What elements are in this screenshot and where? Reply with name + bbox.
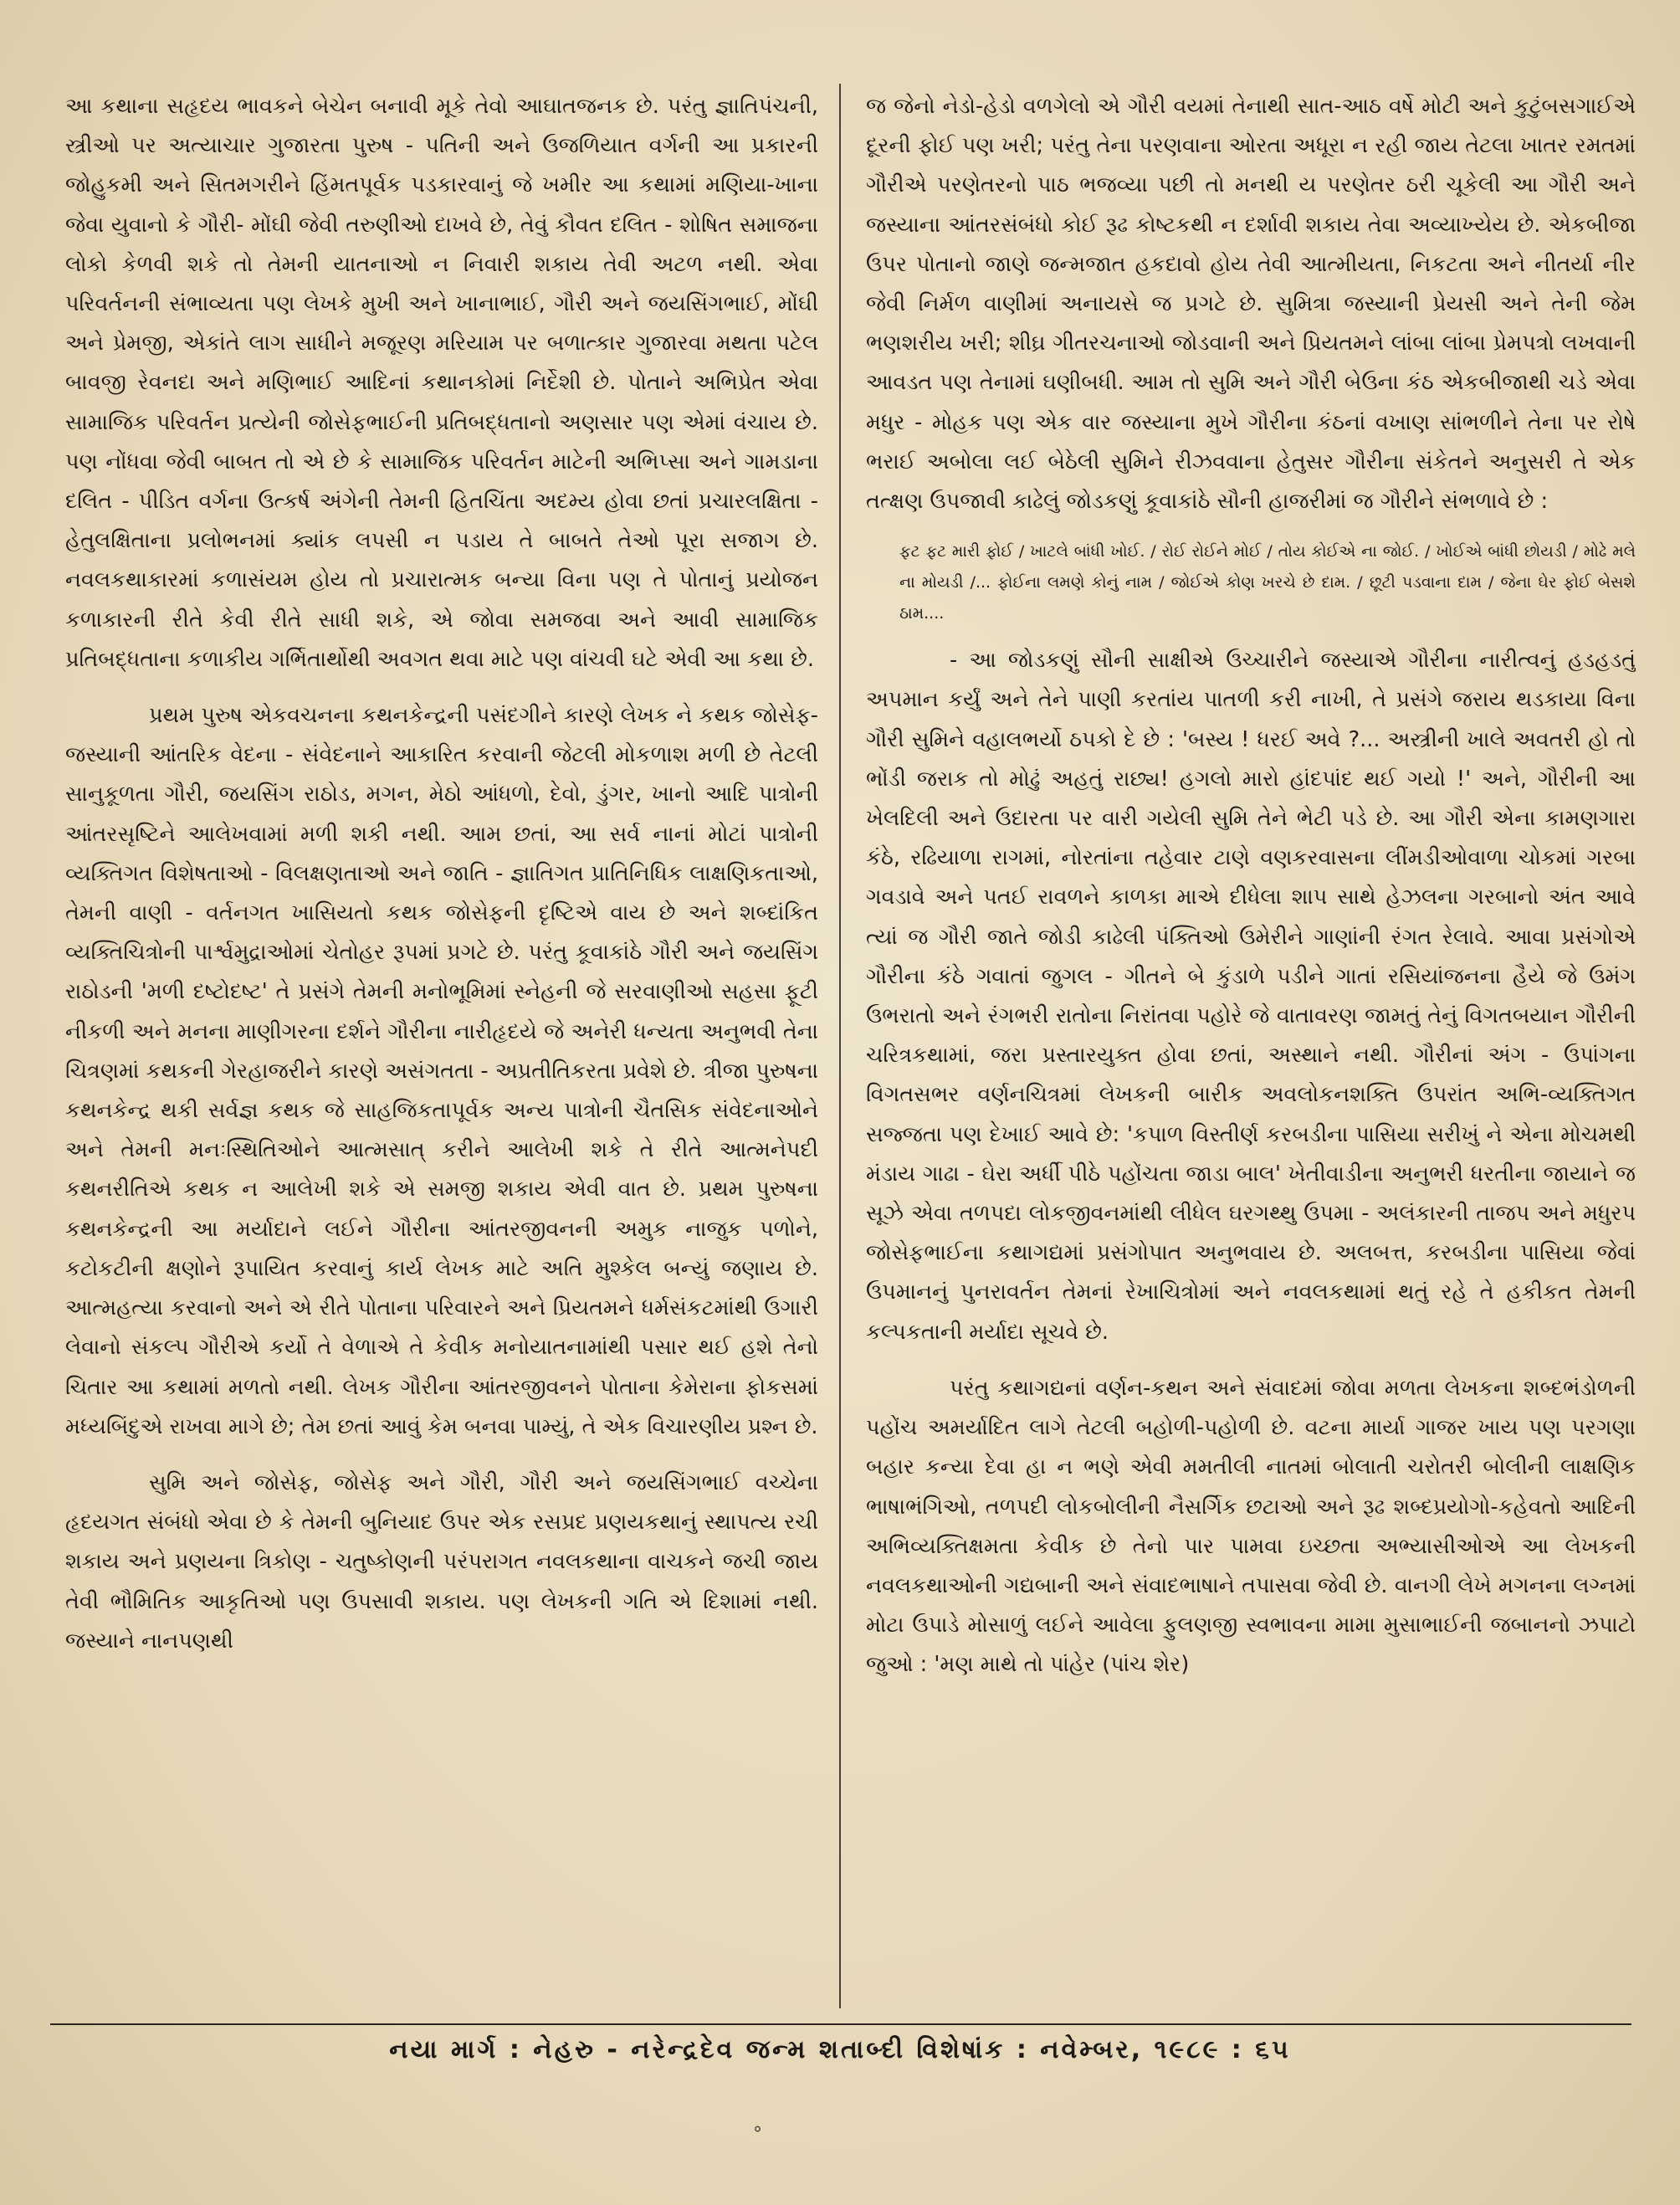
- right-paragraph-2: - આ જોડકણું સૌની સાક્ષીએ ઉચ્ચારીને જસ્યાએ ગૌરીના નારીત્વનું હડહડતું અપમાન કર્યું અને તેને પાણી કરતાંય પાતળી કરી નાખી, તે પ્રસંગે જરાય થડકાયા વિના ગૌરી સુમિને વહાલભર્યો ઠપકો દે છે : 'બસ્ય ! ધરઈ અવે ?... અસ્ત્રીની ખાલે અવતરી હો તો ભોંડી જરાક તો મોઢું અહતું રાછ્ય! હગલો મારો હાંદપાંદ થઈ ગયો !' અને, ગૌરીની આ ખેલદિલી અને ઉદારતા પર વારી ગયેલી સુમિ તેને ભેટી પડે છે. આ ગૌરી એના કામણગારા કંઠે, રઢિયાળા રાગમાં, નોરતાંના તહેવાર ટાણે વણકરવાસના લીંમડીઓવાળા ચોકમાં ગરબા ગવડાવે અને પતઈ રાવળને કાળકા માએ દીધેલા શાપ સાથે હેઝલના ગરબાનો અંત આવે ત્યાં જ ગૌરી જાતે જોડી કાઢેલી પંક્તિઓ ઉમેરીને ગાણાંની રંગત રેલાવે. આવા પ્રસંગોએ ગૌરીના કંઠે ગવાતાં જુગલ - ગીતને બે કુંડાળે પડીને ગાતાં રસિયાંજનના હૈયે જે ઉમંગ ઉભરાતો અને રંગભરી રાતોના નિરાંતવા પહોરે જે વાતાવરણ જામતું તેનું વિગતબયાન ગૌરીની ચરિત્રકથામાં, જરા પ્રસ્તારયુક્ત હોવા છતાં, અસ્થાને નથી. ગૌરીનાં અંગ - ઉપાંગના વિગતસભર વર્ણનચિત્રમાં લેખકની બારીક અવલોકનશક્તિ ઉપરાંત અભિ-વ્યક્તિગત સજ્જતા પણ દેખાઈ આવે છે: 'કપાળ વિસ્તીર્ણ કરબડીના પાસિયા સરીખું ને એના મોચમથી મંડાય ગાઢા - ઘેરા અર્ધી પીઠે પહોંચતા જાડા બાલ' ખેતીવાડીના અનુભરી ધરતીના જાયાને જ સૂઝે એવા તળપદા લોકજીવનમાંથી લીધેલ ઘરગથ્થુ ઉપમા - અલંકારની તાજપ અને મધુરપ જોસેફભાઈના કથાગદ્યમાં પ્રસંગોપાત અનુભવાય છે. અલબત્ત, કરબડીના પાસિયા જેવાં ઉપમાનનું પુનરાવર્તન તેમનાં રેખાચિત્રોમાં અને નવલકથામાં થતું રહે તે હકીકત તેમની કલ્પકતાની મર્યાદા સૂચવે છે.: [866, 648, 1636, 1345]
- folk-rhyme-quote: ફટ ફટ મારી ફોઈ / ખાટલે બાંધી ખોઈ. / રોઈ રોઈને મોઈ / તોય કોઈએ ના જોઈ. / ખોઈએ બાંધી છોયડી / મોઢે મલે ના મોયડી /... ફોઈના લમણે કોનું નામ / જોઈએ કોણ ખરચે છે દામ. / છૂટી પડવાના દામ / જેના ઘેર ફોઈ બેસશે ઠામ....: [899, 542, 1636, 623]
- page-footer: નયા માર્ગ : નેહરુ - નરેન્દ્રદેવ જન્મ શતાબ્દી વિશેષાંક : નવેમ્બર, ૧૯૮૯ : ૬૫: [389, 2035, 1291, 2064]
- right-column: [866, 87, 1636, 2037]
- column-divider: [839, 84, 841, 2008]
- footer-rule: [50, 2023, 1631, 2025]
- left-column: [65, 87, 818, 2037]
- right-paragraph-3: પરંતુ કથાગદ્યનાં વર્ણન-કથન અને સંવાદમાં જોવા મળતા લેખકના શબ્દભંડોળની પહોંચ અમર્યાદિત લાગે તેટલી બહોળી-પહોળી છે. વટના માર્યા ગાજર ખાય પણ પરગણા બહાર કન્યા દેવા હા ન ભણે એવી મમતીલી નાતમાં બોલાતી ચરોતરી બોલીની લાક્ષણિક ભાષાભંગિઓ, તળપદી લોકબોલીની નૈસર્ગિક છટાઓ અને રૂઢ શબ્દપ્રયોગો-કહેવતો આદિની અભિવ્યક્તિક્ષમતા કેવીક છે તેનો પાર પામવા ઇચ્છતા અભ્યાસીઓએ આ લેખકની નવલકથાઓની ગદ્યબાની અને સંવાદભાષાને તપાસવા જેવી છે. વાનગી લેખે મગનના લગ્નમાં મોટા ઉપાડે મોસાળું લઈને આવેલા ફુલણજી સ્વભાવના મામા મુસાભાઈની જબાનનો ઝપાટો જુઓ : 'મણ માથે તો પાંહેર (પાંચ શેર): [866, 1375, 1636, 1678]
- right-paragraph-1: જ જેનો નેડો-હેડો વળગેલો એ ગૌરી વયમાં તેનાથી સાત-આઠ વર્ષે મોટી અને કુટુંબસગાઈએ દૂરની ફોઈ પણ ખરી; પરંતુ તેના પરણવાના ઓરતા અધૂરા ન રહી જાય તેટલા ખાતર રમતમાં ગૌરીએ પરણેતરનો પાઠ ભજવ્યા પછી તો મનથી ય પરણેતર ઠરી ચૂકેલી આ ગૌરી અને જસ્યાના આંતરસંબંધો કોઈ રૂઢ કોષ્ટકથી ન દર્શાવી શકાય તેવા અવ્યાખ્યેય છે. એકબીજા ઉપર પોતાનો જાણે જન્મજાત હકદાવો હોય તેવી આત્મીયતા, નિકટતા અને નીતર્યા નીર જેવી નિર્મળ વાણીમાં અનાયસે જ પ્રગટે છે. સુમિત્રા જસ્યાની પ્રેયસી અને તેની જેમ ભણશરીય ખરી; શીઘ્ર ગીતરચનાઓ જોડવાની અને પ્રિયતમને લાંબા લાંબા પ્રેમપત્રો લખવાની આવડત પણ તેનામાં ઘણીબધી. આમ તો સુમિ અને ગૌરી બેઉના કંઠ એકબીજાથી ચડે એવા મધુર - મોહક પણ એક વાર જસ્યાના મુખે ગૌરીના કંઠનાં વખાણ સાંભળીને તેના પર રોષે ભરાઈ અબોલા લઈ બેઠેલી સુમિને રીઝવવાના હેતુસર ગૌરીના સંકેતને અનુસરી તે એક તત્ક્ષણ ઉપજાવી કાઢેલું જોડકણું કૂવાકાંઠે સૌની હાજરીમાં જ ગૌરીને સંભળાવે છે :: [866, 94, 1636, 515]
- bottom-mark: °: [753, 2124, 762, 2145]
- left-paragraph-1: આ કથાના સહૃદય ભાવકને બેચેન બનાવી મૂકે તેવો આઘાતજનક છે. પરંતુ જ્ઞાતિપંચની, સ્ત્રીઓ પર અત્યાચાર ગુજારતા પુરુષ - પતિની અને ઉજળિયાત વર્ગની આ પ્રકારની જોહુકમી અને સિતમગરીને હિંમતપૂર્વક પડકારવાનું જે ખમીર આ કથામાં મણિયા-ખાના જેવા યુવાનો કે ગૌરી- મોંઘી જેવી તરુણીઓ દાખવે છે, તેવું કૌવત દલિત - શોષિત સમાજના લોકો કેળવી શકે તો તેમની યાતનાઓ ન નિવારી શકાય તેવી અટળ નથી. એવા પરિવર્તનની સંભાવ્યતા પણ લેખકે મુખી અને ખાનાભાઈ, ગૌરી અને જયસિંગભાઈ, મોંઘી અને પ્રેમજી, એકાંતે લાગ સાધીને મજૂરણ મરિયામ પર બળાત્કાર ગુજારવા મથતા પટેલ બાવજી રેવનદા અને મણિભાઈ આદિનાં કથાનકોમાં નિર્દેશી છે. પોતાને અભિપ્રેત એવા સામાજિક પરિવર્તન પ્રત્યેની જોસેફભાઈની પ્રતિબદ્ધતાનો અણસાર પણ એમાં વંચાય છે. પણ નોંધવા જેવી બાબત તો એ છે કે સામાજિક પરિવર્તન માટેની અભિપ્સા અને ગામડાના દલિત - પીડિત વર્ગના ઉત્કર્ષ અંગેની તેમની હિતચિંતા અદમ્ય હોવા છતાં પ્રચારલક્ષિતા - હેતુલક્ષિતાના પ્રલોભનમાં ક્યાંક લપસી ન પડાય તે બાબતે તેઓ પૂરા સજાગ છે. નવલકથાકારમાં કળાસંયમ હોય તો પ્રચારાત્મક બન્યા વિના પણ તે પોતાનું પ્રયોજન કળાકારની રીતે કેવી રીતે સાધી શકે, એ જોવા સમજવા અને આવી સામાજિક પ્રતિબદ્ધતાના કળાકીય ગર્ભિતાર્થોથી અવગત થવા માટે પણ વાંચવી ઘટે એવી આ કથા છે.: [65, 94, 818, 672]
- left-paragraph-3: સુમિ અને જોસેફ, જોસેફ અને ગૌરી, ગૌરી અને જયસિંગભાઈ વચ્ચેના હૃદયગત સંબંધો એવા છે કે તેમની બુનિયાદ ઉપર એક રસપ્રદ પ્રણયકથાનું સ્થાપત્ય રચી શકાય અને પ્રણયના ત્રિકોણ - ચતુષ્કોણની પરંપરાગત નવલકથાના વાચકને જચી જાય તેવી ભૌમિતિક આકૃતિઓ પણ ઉપસાવી શકાય. પણ લેખકની ગતિ એ દિશામાં નથી. જસ્યાને નાનપણથી: [65, 1469, 818, 1654]
- left-paragraph-2: પ્રથમ પુરુષ એકવચનના કથનકેન્દ્રની પસંદગીને કારણે લેખક ને કથક જોસેફ-જસ્યાની આંતરિક વેદના - સંવેદનાને આકારિત કરવાની જેટલી મોકળાશ મળી છે તેટલી સાનુકૂળતા ગૌરી, જયસિંગ રાઠોડ, મગન, મેઠો આંધળો, દેવો, ડુંગર, ખાનો આદિ પાત્રોની આંતરસૃષ્ટિને આલેખવામાં મળી શકી નથી. આમ છતાં, આ સર્વ નાનાં મોટાં પાત્રોની વ્યક્તિગત વિશેષતાઓ - વિલક્ષણતાઓ અને જાતિ - જ્ઞાતિગત પ્રાતિનિધિક લાક્ષણિકતાઓ, તેમની વાણી - વર્તનગત ખાસિયતો કથક જોસેફની દૃષ્ટિએ વાય છે અને શબ્દાંકિત વ્યક્તિચિત્રોની પાર્શ્વમુદ્રાઓમાં ચેતોહર રૂપમાં પ્રગટે છે. પરંતુ કૂવાકાંઠે ગૌરી અને જયસિંગ રાઠોડની 'મળી દષ્ટોદષ્ટ' તે પ્રસંગે તેમની મનોભૂમિમાં સ્નેહની જે સરવાણીઓ સહસા ફૂટી નીકળી અને મનના માણીગરના દર્શને ગૌરીના નારીહૃદયે જે અનેરી ધન્યતા અનુભવી તેના ચિત્રણમાં કથકની ગેરહાજરીને કારણે અસંગતતા - અપ્રતીતિકરતા પ્રવેશે છે. ત્રીજા પુરુષના કથનકેન્દ્ર થકી સર્વજ્ઞ કથક જે સાહજિકતાપૂર્વક અન્ય પાત્રોની ચૈતસિક સંવેદનાઓને અને તેમની મનઃસ્થિતિઓને આત્મસાત્ કરીને આલેખી શકે તે રીતે આત્મનેપદી કથનરીતિએ કથક ન આલેખી શકે એ સમજી શકાય એવી વાત છે. પ્રથમ પુરુષના કથનકેન્દ્રની આ મર્યાદાને લઈને ગૌરીના આંતરજીવનની અમુક નાજુક પળોને, કટોકટીની ક્ષણોને રૂપાયિત કરવાનું કાર્ય લેખક માટે અતિ મુશ્કેલ બન્યું જણાય છે. આત્મહત્યા કરવાનો અને એ રીતે પોતાના પરિવારને અને પ્રિયતમને ધર્મસંકટમાંથી ઉગારી લેવાનો સંકલ્પ ગૌરીએ કર્યો તે વેળાએ તે કેવીક મનોયાતનામાંથી પસાર થઈ હશે તેનો ચિતાર આ કથામાં મળતો નથી. લેખક ગૌરીના આંતરજીવનને પોતાના કેમેરાના ફોકસમાં મધ્યબિંદુએ રાખવા માગે છે; તેમ છતાં આવું કેમ બનવા પામ્યું, તે એક વિચારણીય પ્રશ્ન છે.: [65, 703, 818, 1439]
